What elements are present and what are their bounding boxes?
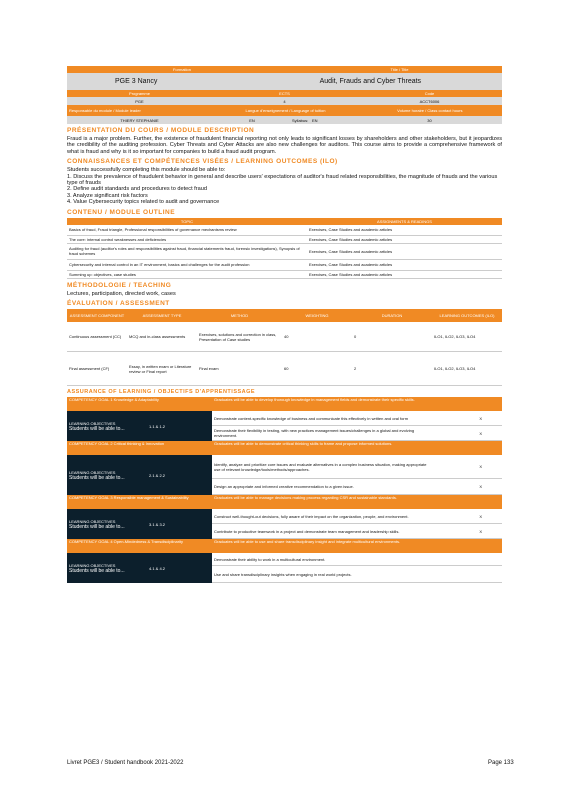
- list-item: [212, 553, 502, 566]
- outline-assess: Exercises, Case Studies and academic articles: [309, 262, 393, 268]
- eval-duration: 2: [354, 366, 357, 372]
- eval-lo: ILO1, ILO2, ILO3, ILO4: [434, 366, 476, 372]
- aol-item-text: Contribute to productive teamwork in a project and demonstrate team management and leadership skills.: [214, 528, 400, 534]
- aol-lo-nums: 3.1 & 3.2: [149, 521, 166, 527]
- aol-goal: COMPETENCY GOAL 1 Knowledge & Adaptability: [67, 397, 212, 411]
- header-title-row: [67, 73, 502, 90]
- list-item: [212, 426, 502, 441]
- aol-goal-row: [67, 495, 502, 509]
- presentation-text: Fraud is a major problem. Further, the existence of fraudulent financial reporting not only leads to significant losses by shareholders and other stakeholders, but it jeopardizes the credibility of the auditing profession. Cyber Threats and Cyber Attacks are also new challenges for auditors. This course aims to provide a comprehensive framework of what is fraud and why is it so important for companies to build a fraud audit program.: [67, 136, 502, 155]
- header-resp-labels: [67, 105, 502, 116]
- table-row: [67, 260, 502, 271]
- ilo-item: 2. Define audit standards and procedures to detect fraud: [67, 186, 207, 193]
- aol-lo-nums: 1.1 & 1.2: [149, 423, 166, 429]
- aol-goal-desc: Graduates will be able to manage decisions making process regarding CSR and sustainable standards.: [212, 495, 502, 509]
- outline-table: [67, 218, 502, 279]
- list-item: [212, 524, 502, 539]
- eval-method: Exercises, solutions and correction in class, Presentation of Case studies: [199, 331, 277, 342]
- aol-items: [212, 509, 502, 539]
- aol-lo-label: [67, 411, 212, 441]
- outline-assess-header: ASSIGNMENTS & READINGS: [377, 218, 432, 224]
- aol-item-text: Demonstrate their flexibility in testing, with new practices management issues/challenges in a global and evolving environment.: [214, 428, 415, 439]
- list-item: [212, 455, 502, 479]
- aol-items: [212, 411, 502, 441]
- footer-left: Livret PGE3 / Student handbook 2021-2022: [67, 760, 184, 766]
- aol-block: [67, 397, 502, 441]
- aol-lo-sub: Students will be able to...: [69, 425, 125, 432]
- eval-weight: 60: [284, 366, 289, 372]
- page-number: Page 133: [488, 760, 514, 766]
- outline-topic: The core: internal control weaknesses and deficiencies: [69, 236, 167, 242]
- aol-block: [67, 539, 502, 583]
- aol-item-text: Demonstrate content-specific knowledge of business and communicate this effectively in written and oral form: [214, 415, 409, 421]
- aol-items: [212, 553, 502, 583]
- aol-goal-row: [67, 397, 502, 411]
- title-label: Title / Title: [390, 67, 409, 72]
- header-prog-labels: [67, 90, 502, 97]
- lang-value: EN: [249, 117, 255, 123]
- programme-value: PGE: [135, 98, 144, 104]
- aol-item-text: Identify, analyze and prioritize core issues and evaluate alternatives in a complex business situation, making appropriate use of relevant knowledge/tools/methods/approaches.: [214, 461, 427, 472]
- ects-value: 4: [283, 98, 286, 104]
- ilo-item: 4. Value Cybersecurity topics related to audit and governance: [67, 199, 220, 206]
- aol-item-check: X: [479, 484, 482, 490]
- outline-topic: Summing up: objectives, case studies: [69, 271, 136, 277]
- aol-item-check: X: [479, 464, 482, 470]
- eval-component: Final assessment (CF): [69, 366, 110, 372]
- aol-goal: COMPETENCY GOAL 3 Responsible management & Sustainability: [67, 495, 212, 509]
- aol-goal: COMPETENCY GOAL 4 Open-Mindedness & Transdisciplinarity: [67, 539, 212, 553]
- code-value: ACCT6006: [419, 98, 440, 104]
- list-item: [212, 566, 502, 583]
- method-heading: MÉTHODOLOGIE / TEACHING: [67, 281, 172, 289]
- aol-heading: ASSURANCE OF LEARNING / OBJECTIFS D'APPRENTISSAGE: [67, 389, 256, 396]
- eval-component-header: ASSESSMENT COMPONENT: [69, 313, 125, 319]
- aol-block: [67, 441, 502, 495]
- table-row: [67, 322, 502, 352]
- eval-type-header: ASSESSMENT TYPE: [142, 313, 182, 319]
- aol-lo-label: [67, 455, 212, 495]
- aol-goal-desc: Graduates will be able to use and share transdisciplinary insight and integrate multicultural environments.: [212, 539, 502, 553]
- eval-method: Final exam: [199, 366, 219, 372]
- eval-header: [67, 309, 502, 322]
- aol-item-check: X: [479, 528, 482, 534]
- module-sheet: [67, 66, 502, 583]
- aol-lo-title: LEARNING OBJECTIVES: [69, 562, 116, 568]
- resp-label: Responsable du module / Module leader: [69, 108, 141, 113]
- aol-block: [67, 495, 502, 539]
- aol-item-text: Construct well-thought-out decisions, fully aware of their impact on the organization, people, and environment.: [214, 513, 409, 519]
- aol-item-text: Use and share transdisciplinary insights when engaging in real world projects.: [214, 571, 352, 577]
- programme-label: Programme: [129, 91, 150, 96]
- eval-weight: 40: [284, 334, 289, 340]
- header-resp-values: [67, 116, 502, 124]
- eval-type: Essay, in written exam or Literature review or Final report: [129, 363, 192, 374]
- formation-label: Formation: [172, 67, 191, 72]
- ilo-heading: CONNAISSANCES ET COMPÉTENCES VISÉES / LEARNING OUTCOMES (ILO): [67, 158, 338, 166]
- table-row: [67, 244, 502, 260]
- list-item: [212, 479, 502, 495]
- ects-label: ECTS: [279, 91, 290, 96]
- volume-label: Volume horaire / Class contact hours: [397, 108, 463, 113]
- method-text: Lectures, participation, directed work, cases: [67, 290, 176, 297]
- aol-item-text: Demonstrate their ability to work in a multicultural environment.: [214, 556, 326, 562]
- aol-lo-row: [67, 455, 502, 495]
- syllabus-label: Syllabus:: [292, 117, 309, 123]
- ilo-intro: Students successfully completing this module should be able to:: [67, 167, 226, 174]
- aol-lo-title: LEARNING OBJECTIVES: [69, 518, 116, 524]
- eval-table: [67, 309, 502, 386]
- aol-lo-nums: 2.1 & 2.2: [149, 472, 166, 478]
- outline-assess: Exercises, Case Studies and academic articles: [309, 236, 393, 242]
- table-row: [67, 352, 502, 386]
- header-prog-values: [67, 97, 502, 105]
- aol-lo-label: [67, 509, 212, 539]
- eval-heading: ÉVALUATION / ASSESSMENT: [67, 300, 170, 308]
- ilo-item: 3. Analyze significant risk factors: [67, 192, 148, 199]
- code-label: Code: [424, 91, 435, 96]
- ilo-item: 1. Discuss the prevalence of fraudulent behavior in general and describe users' expectations of auditor's fraud related responsibilities, the magnitude of frauds and the various type of frauds: [67, 173, 498, 187]
- outline-assess: Exercises, Case Studies and academic articles: [309, 227, 393, 233]
- aol-items: [212, 455, 502, 495]
- aol-lo-sub: Students will be able to...: [69, 523, 125, 530]
- aol-goal-row: [67, 539, 502, 553]
- aol-item-check: X: [479, 430, 482, 436]
- eval-method-header: METHOD: [230, 313, 249, 319]
- aol-goal-desc: Graduates will be able to develop thorough knowledge in management fields and demonstrate their specific skills.: [212, 397, 502, 411]
- table-row: [67, 271, 502, 279]
- outline-topic: Auditing for fraud (auditor's roles and responsibilities against fraud, financial statements fraud, forensic investigations), Synopsis of fraud schemes: [69, 246, 300, 257]
- aol-goal: COMPETENCY GOAL 2 Critical thinking & Innovation: [67, 441, 212, 455]
- outline-assess: Exercises, Case Studies and academic articles: [309, 248, 393, 254]
- eval-lo: ILO1, ILO2, ILO3, ILO4: [434, 334, 476, 340]
- aol-lo-title: LEARNING OBJECTIVES: [69, 469, 116, 475]
- aol-item-check: X: [479, 415, 482, 421]
- aol-lo-sub: Students will be able to...: [69, 567, 125, 574]
- resp-value: THIERY STEPHANIE: [120, 117, 159, 123]
- hours-value: 30: [427, 117, 432, 123]
- eval-duration: 0: [354, 334, 357, 340]
- presentation-heading: PRÉSENTATION DU COURS / MODULE DESCRIPTION: [67, 127, 255, 134]
- eval-weight-header: WEIGHTING: [305, 313, 329, 319]
- module-title: Audit, Frauds and Cyber Threats: [319, 78, 422, 85]
- lang-label: Langue d'enseignement / Language of tuition: [245, 108, 326, 113]
- aol-item-check: X: [479, 513, 482, 519]
- aol-item-text: Design an appropriate and informed creative recommendation to a given issue.: [214, 484, 354, 490]
- aol-lo-label: [67, 553, 212, 583]
- outline-header: [67, 218, 502, 225]
- aol-lo-row: [67, 553, 502, 583]
- outline-assess: Exercises, Case Studies and academic articles: [309, 271, 393, 277]
- outline-topic-header: TOPIC: [180, 218, 194, 224]
- aol-lo-nums: 4.1 & 4.2: [149, 565, 166, 571]
- list-item: [212, 411, 502, 426]
- table-row: [67, 236, 502, 244]
- aol-lo-row: [67, 411, 502, 441]
- eval-duration-header: DURATION: [381, 313, 403, 319]
- aol-lo-row: [67, 509, 502, 539]
- aol-lo-sub: Students will be able to...: [69, 474, 125, 481]
- syllabus-value: EN: [312, 117, 318, 123]
- outline-topic: Cybersecurity and internal control in an IT environment, basics and challenges for the audit profession: [69, 262, 250, 268]
- eval-type: MCQ and in-class assessments: [129, 334, 186, 340]
- programme-title: PGE 3 Nancy: [115, 78, 158, 85]
- eval-lo-header: LEARNING OUTCOMES (ILO): [439, 313, 495, 319]
- eval-component: Continuous assessment (CC): [69, 334, 122, 340]
- aol-goal-row: [67, 441, 502, 455]
- header-row-labels: [67, 66, 502, 73]
- list-item: [212, 509, 502, 524]
- aol-lo-title: LEARNING OBJECTIVES: [69, 420, 116, 426]
- outline-topic: Basics of fraud, Fraud triangle, Professional responsibilities of governance mechanisms review: [69, 227, 237, 233]
- aol-goal-desc: Graduates will be able to demonstrate critical thinking skills to frame and propose informed solutions.: [212, 441, 502, 455]
- ilo-list: [67, 167, 502, 205]
- table-row: [67, 225, 502, 236]
- content-heading: CONTENU / MODULE OUTLINE: [67, 208, 176, 216]
